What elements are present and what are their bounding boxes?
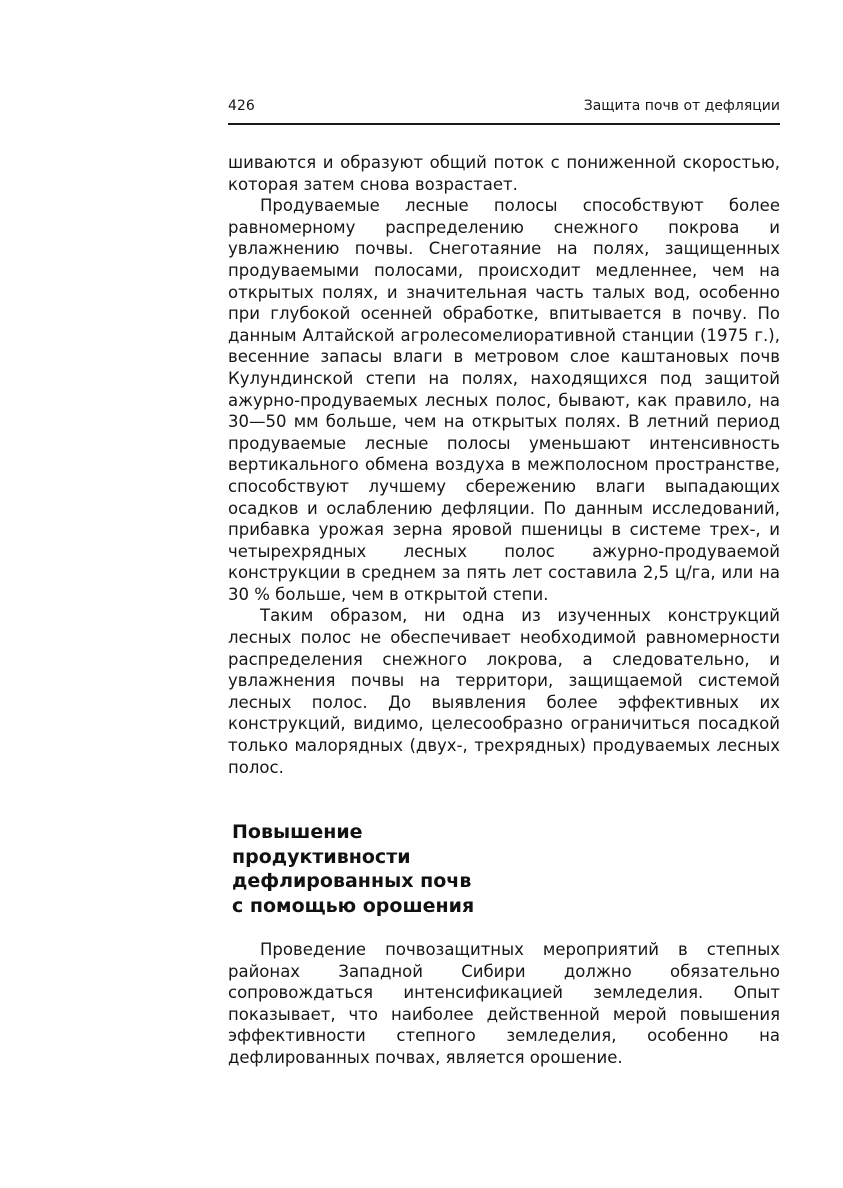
paragraph-blown-forest-belts: Продуваемые лесные полосы способствуют более равномерному распределению снежного покрова и увлажнению почвы. Снеготаяние на полях, защищенных продуваемыми полосами, происходит медленнее, чем на открытых полях, и значительная часть талых вод, особенно при глубокой осенней обработке, впитывается в почву. По данным Алтайской агролесомелиоративной станции (1975 г.), весенние запасы влаги в метровом слое каштановых почв Кулундинской степи на полях, находящихся под защитой ажурно-продуваемых лесных полос, бывают, как правило, на 30—50 мм больше, чем на открытых полях. В летний период продуваемые лесные полосы уменьшают интенсивность вертикального обмена воздуха в межполосном пространстве, способствуют лучшему сбережению влаги выпадающих осадков и ослаблению дефляции. По данным исследований, прибавка урожая зерна яровой пшеницы в системе трех-, и четырехрядных лесных полос ажурно-продуваемой конструкции в среднем за пять лет составила 2,5 ц/га, или на 30 % больше, чем в открытой степи.	[228, 196, 780, 604]
header-rule	[228, 123, 780, 125]
body-text-bottom	[228, 939, 780, 1069]
paragraph-conclusion: Таким образом, ни одна из изученных конструкций лесных полос не обеспечивает необходимой равномерности распределения снежного локрова, а следовательно, и увлажнения почвы на территори, защищаемой системой лесных полос. До выявления более эффективных их конструкций, видимо, целесообразно ограничиться посадкой только малорядных (двух-, трехрядных) продуваемых лесных полос.	[228, 606, 780, 777]
running-title: Защита почв от дефляции	[583, 98, 780, 114]
section-heading-line: Повышение	[232, 821, 363, 843]
page-header	[228, 95, 780, 117]
section-heading-line: дефлированных почв	[232, 870, 472, 892]
section-heading-line: с помощью орошения	[232, 894, 475, 917]
paragraph-irrigation: Проведение почвозащитных мероприятий в степных районах Западной Сибири должно обязательно сопровождаться интенсификацией земледелия. Опыт показывает, что наиболее действенной мерой повышения эффективности степного земледелия, особенно на дефлированных почвах, является орошение.	[228, 940, 780, 1067]
section-heading-line: продуктивности	[232, 845, 411, 868]
page-number: 426	[228, 98, 255, 114]
section-heading	[232, 820, 652, 918]
body-text-top	[228, 152, 780, 778]
paragraph-continuation: шиваются и образуют общий поток с пониженной скоростью, которая затем снова возрастает.	[228, 153, 780, 194]
